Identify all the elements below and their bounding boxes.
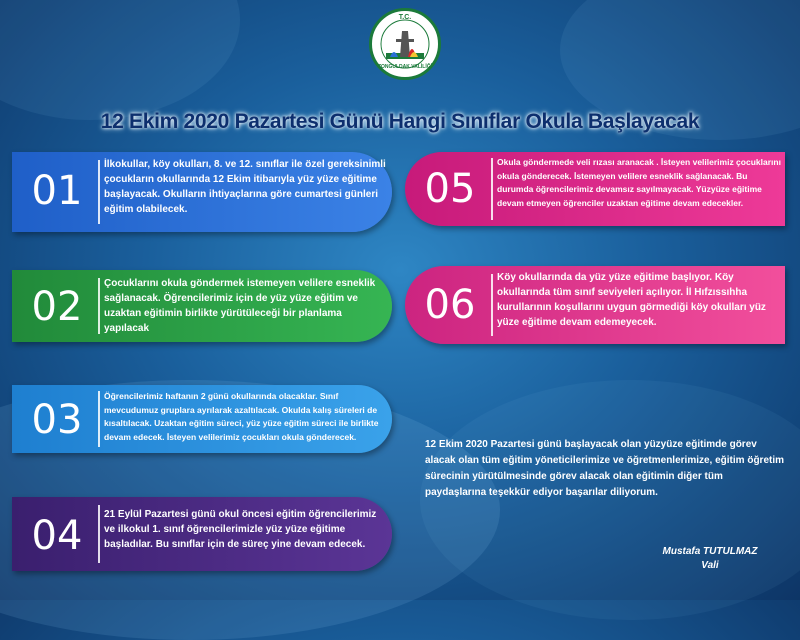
divider bbox=[98, 160, 100, 224]
card-number: 01 bbox=[31, 168, 83, 214]
card-text: Öğrencilerimiz haftanın 2 günü okullarında olacaklar. Sınıf mevcudumuz gruplara ayrılarak azaltılacak. Okulda kalış süreleri de kısaltılacak. Uzaktan eğitim süreci, yüz yüze eğitim süreci ile birlikte devam edecek. İsteyen velilerimiz çocukları okula gönderecek. bbox=[104, 391, 379, 442]
page-title: 12 Ekim 2020 Pazartesi Günü Hangi Sınıflar Okula Başlayacak bbox=[100, 110, 700, 133]
background-wave bbox=[0, 0, 240, 120]
signature bbox=[640, 545, 780, 573]
card-number: 06 bbox=[424, 282, 476, 328]
divider bbox=[491, 158, 493, 220]
thank-you-note: 12 Ekim 2020 Pazartesi günü başlayacak olan yüzyüze eğitimde görev alacak olan tüm eğitim yöneticilerimize ve öğretmenlerimize, eğitim öğretim sürecinin yürütülmesinde görev alacak olan eğitimin diğer tüm paydaşlarına teşekkür ediyor başarılar diliyorum. bbox=[425, 439, 784, 498]
info-card-05 bbox=[405, 152, 785, 226]
divider bbox=[491, 274, 493, 336]
governorship-emblem-icon bbox=[369, 8, 441, 80]
card-number: 03 bbox=[31, 397, 83, 443]
card-number: 05 bbox=[424, 166, 476, 212]
card-text: 21 Eylül Pazartesi günü okul öncesi eğitim öğrencilerimiz ve ilkokul 1. sınıf öğrencilerimizle yüz yüze eğitime başladılar. Bu sınıflar için de süreç yine devam edecek. bbox=[104, 509, 377, 550]
card-number: 04 bbox=[31, 513, 83, 559]
info-card-01 bbox=[12, 152, 392, 232]
signature-name: Mustafa TUTULMAZ bbox=[662, 546, 758, 557]
card-text: Okula göndermede veli rızası aranacak . İsteyen velilerimiz çocuklarını okula gönderecek. İstemeyen velilere esneklik sağlanacak. Bu durumda öğrencilerimiz devamsız sayılmayacak. Yüzyüze eğitime devam etmeyen öğrenciler uzaktan eğitime devam edecekler. bbox=[497, 157, 781, 208]
card-text: Çocuklarını okula göndermek istemeyen velilere esneklik sağlanacak. Öğrencilerimiz için de yüz yüze eğitim ve uzaktan eğitimin birlikte yürütüleceği bir planlama yapılacak bbox=[104, 278, 376, 334]
card-text: Köy okullarında da yüz yüze eğitime başlıyor. Köy okullarında tüm sınıf seviyeleri açılıyor. İl Hıfzıssıhha kurullarının koşullarını uygun görmediği köy okulları yüz yüze eğitime devam edemeyecek. bbox=[497, 272, 766, 328]
card-text: İlkokullar, köy okulları, 8. ve 12. sınıflar ile özel gereksinimli çocukların okullarında 12 Ekim itibarıyla yüz yüze eğitime başlayacak. Okulların ihtiyaçlarına göre cumartesi günleri eğitim olabilecek. bbox=[104, 159, 386, 215]
logo-top-text: T.C. bbox=[398, 14, 412, 21]
info-card-02 bbox=[12, 270, 392, 342]
info-card-03 bbox=[12, 385, 392, 453]
info-card-06 bbox=[405, 266, 785, 344]
card-number: 02 bbox=[31, 284, 83, 330]
logo-ring-text: ZONGULDAK VALİLİĞİ bbox=[377, 64, 433, 70]
signature-role: Vali bbox=[701, 560, 719, 571]
divider bbox=[98, 278, 100, 334]
divider bbox=[98, 391, 100, 447]
info-card-04 bbox=[12, 497, 392, 571]
divider bbox=[98, 505, 100, 563]
